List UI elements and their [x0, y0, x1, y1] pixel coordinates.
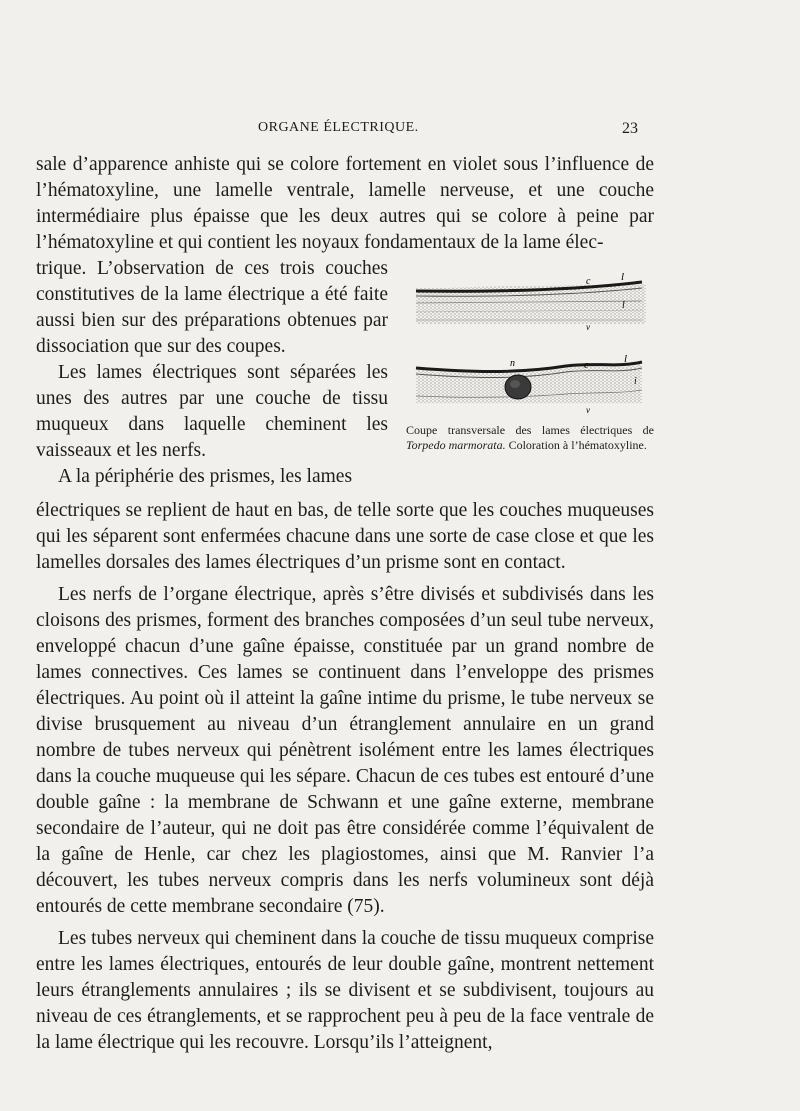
figure-caption [406, 423, 654, 453]
caption-species: Torpedo marmorata. [406, 438, 506, 452]
label-c-top: c [586, 276, 591, 287]
upper-paragraph [36, 152, 654, 256]
lower-text [36, 498, 654, 1056]
wrap-text-2: Les lames électriques sont séparées les unes des autres par une couche de tissu muqueux dans laquelle cheminent les vaisseaux et les nerfs. [36, 362, 388, 461]
label-l2-top: l [622, 300, 625, 311]
label-v-top: v [586, 322, 590, 332]
wrapped-text-block [36, 256, 388, 490]
upper-text: sale d’apparence anhiste qui se colore fortement en violet sous l’influence de l’hématoxyline, une lamelle ventrale, lamelle nerveuse, et une couche intermédiaire plus épaisse que les deux autres qui se colore à peine par l’hématoxyline et qui contient les noyaux fondamentaux de la lame élec- [36, 154, 654, 253]
wrap-text-3: A la périphérie des prismes, les lames [58, 466, 353, 487]
label-l-bottom: l [624, 353, 628, 365]
label-l-top: l [621, 271, 625, 283]
figure-electric-plates [406, 268, 654, 483]
label-n-bottom: n [510, 358, 515, 369]
wrap-text-1: trique. L’observation de ces trois couches constitutives de la lame électrique a été faite aussi bien sur des préparations obtenues par dissociation que sur des coupes. [36, 258, 388, 357]
paragraph-nerfs: Les nerfs de l’organe électrique, après s’être divisés et subdivisés dans les cloisons des prismes, forment des branches composées d’un seul tube nerveux, enveloppé chacun d’une gaîne épaisse, constituée par un grand nombre de lames connectives. Ces lames se continuent dans l’enveloppe des prismes électriques. Au point où il atteint la gaîne intime du prisme, le tube nerveux se divise brusquement au niveau d’un étranglement annulaire en un grand nombre de tubes nerveux qui pénètrent isolément entre les lames électriques dans la couche muqueuse qui les sépare. Chacun de ces tubes est entouré d’une double gaîne : la membrane de Schwann et une gaîne externe, membrane secondaire de l’auteur, qui ne doit pas être considérée comme l’équivalent de la gaîne de Henle, car chez les plagiostomes, ainsi que M. Ranvier l’a découvert, les tubes nerveux compris dans les nerfs volumineux sont déjà entourés de cette membrane secondaire (75). [36, 584, 654, 917]
upper-section [416, 282, 646, 324]
label-c-bottom: c [584, 360, 589, 371]
paragraph-tubes: Les tubes nerveux qui cheminent dans la couche de tissu muqueux comprise entre les lames électriques, entourés de leur double gaîne, montrent nettement leurs étranglements annulaires ; ils se divisent et se subdivisent, toujours au niveau de ces étranglements, et se rapprochent peu à peu de la face ventrale de la lame électrique qui les recouvre. Lorsqu’ils l’atteignent, [36, 928, 654, 1053]
running-title: ORGANE ÉLECTRIQUE. [258, 120, 419, 135]
label-v-bottom: v [586, 405, 590, 415]
figure-illustration [406, 268, 654, 418]
caption-suffix: Coloration à l’hématoxyline. [508, 438, 647, 452]
page-number: 23 [622, 120, 638, 137]
paragraph-continued: électriques se replient de haut en bas, de telle sorte que les couches muqueuses qui les séparent sont enfermées chacune dans une sorte de case close et que les lamelles dorsales des lames électriques d’un prisme sont en contact. [36, 500, 654, 573]
page-header [0, 120, 800, 144]
lower-section [416, 362, 642, 403]
caption-prefix: Coupe transversale des lames électriques de [406, 423, 654, 437]
label-i-bottom: i [634, 376, 637, 387]
